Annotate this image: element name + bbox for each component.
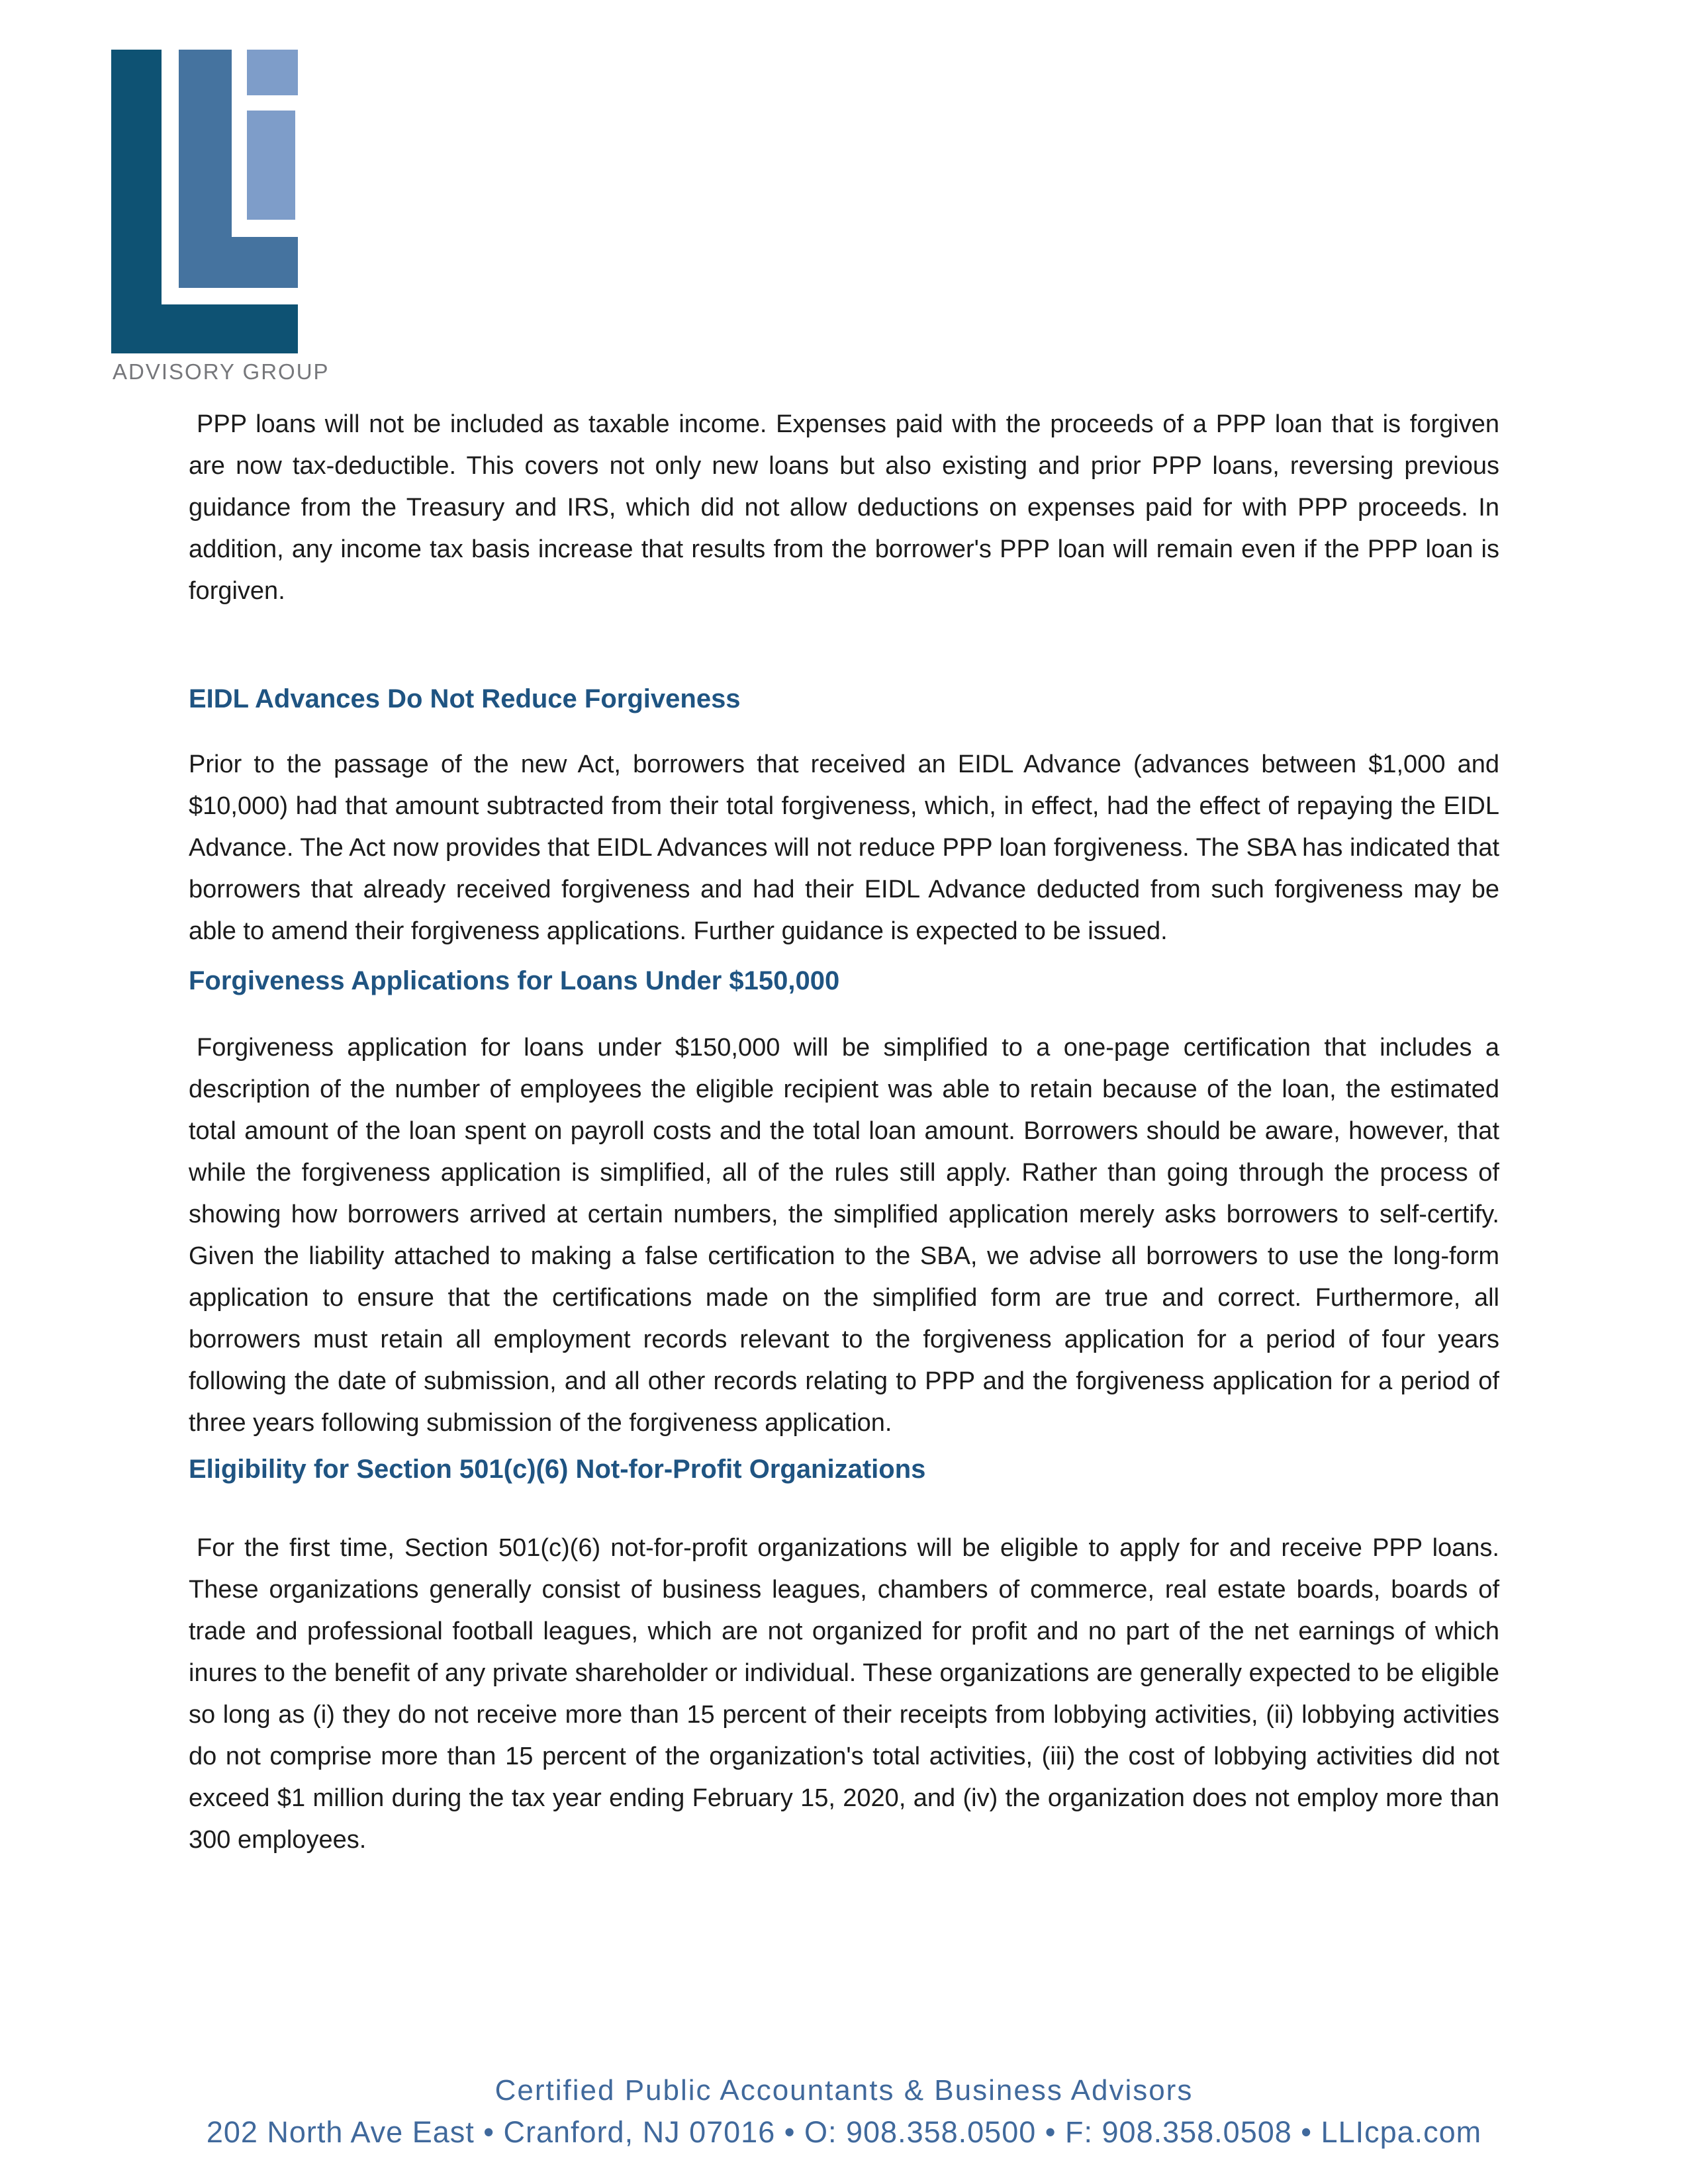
advisory-group-label: ADVISORY GROUP [113,359,330,384]
intro-paragraph: PPP loans will not be included as taxable income. Expenses paid with the proceeds of a PPP loan that is forgiven are now tax-deductible. This covers not only new loans but also existing and prior PPP loans, reversing previous guidance from the Treasury and IRS, which did not allow deductions on expenses paid for with PPP proceeds. In addition, any income tax basis increase that results from the borrower's PPP loan will remain even if the PPP loan is forgiven. [189,410,1499,605]
section-paragraph-501c6-eligibility: For the first time, Section 501(c)(6) not-for-profit organizations will be eligible to apply for and receive PPP loans. These organizations generally consist of business leagues, chambers of commerce, real estate boards, boards of trade and professional football leagues, which are not organized for profit and no part of the net earnings of which inures to the benefit of any private shareholder or individual. These organizations are generally expected to be eligible so long as (i) they do not receive more than 15 percent of their receipts from lobbying activities, (ii) lobbying activities do not comprise more than 15 percent of the organization's total activities, (iii) the cost of lobbying activities did not exceed $1 million during the tax year ending February 15, 2020, and (iv) the organization does not employ more than 300 employees. [189,1534,1499,1854]
logo-i-stem [247,111,295,220]
logo-i-dot [247,50,298,95]
logo-medium-l-horizontal-bar [179,237,298,288]
section-heading-eidl-advances: EIDL Advances Do Not Reduce Forgiveness [189,684,741,713]
section-heading-forgiveness-applications: Forgiveness Applications for Loans Under $150,000 [189,966,840,995]
section-paragraph-forgiveness-applications: Forgiveness application for loans under $150,000 will be simplified to a one-page certification that includes a description of the number of employees the eligible recipient was able to retain because of the loan, the estimated total amount of the loan spent on payroll costs and the total loan amount. Borrowers should be aware, however, that while the forgiveness application is simplified, all of the rules still apply. Rather than going through the process of showing how borrowers arrived at certain numbers, the simplified application merely asks borrowers to self-certify. Given the liability attached to making a false certification to the SBA, we advise all borrowers to use the long-form application to ensure that the certifications made on the simplified form are true and correct. Furthermore, all borrowers must retain all employment records relevant to the forgiveness application for a period of four years following the date of submission, and all other records relating to PPP and the forgiveness application for a period of three years following submission of the forgiveness application. [189,1034,1499,1437]
section-heading-501c6-eligibility: Eligibility for Section 501(c)(6) Not-for-Profit Organizations [189,1455,926,1484]
footer-contact-line: 202 North Ave East • Cranford, NJ 07016 • O: 908.358.0500 • F: 908.358.0508 • LLIcpa.com [206,2115,1482,2149]
footer-tagline: Certified Public Accountants & Business Advisors [494,2074,1194,2107]
company-logo [111,50,298,353]
logo-dark-l-horizontal-bar [111,304,298,353]
section-paragraph-eidl-advances: Prior to the passage of the new Act, borrowers that received an EIDL Advance (advances between $1,000 and $10,000) had that amount subtracted from their total forgiveness, which, in effect, had the effect of repaying the EIDL Advance. The Act now provides that EIDL Advances will not reduce PPP loan forgiveness. The SBA has indicated that borrowers that already received forgiveness and had their EIDL Advance deducted from such forgiveness may be able to amend their forgiveness applications. Further guidance is expected to be issued. [189,751,1500,945]
